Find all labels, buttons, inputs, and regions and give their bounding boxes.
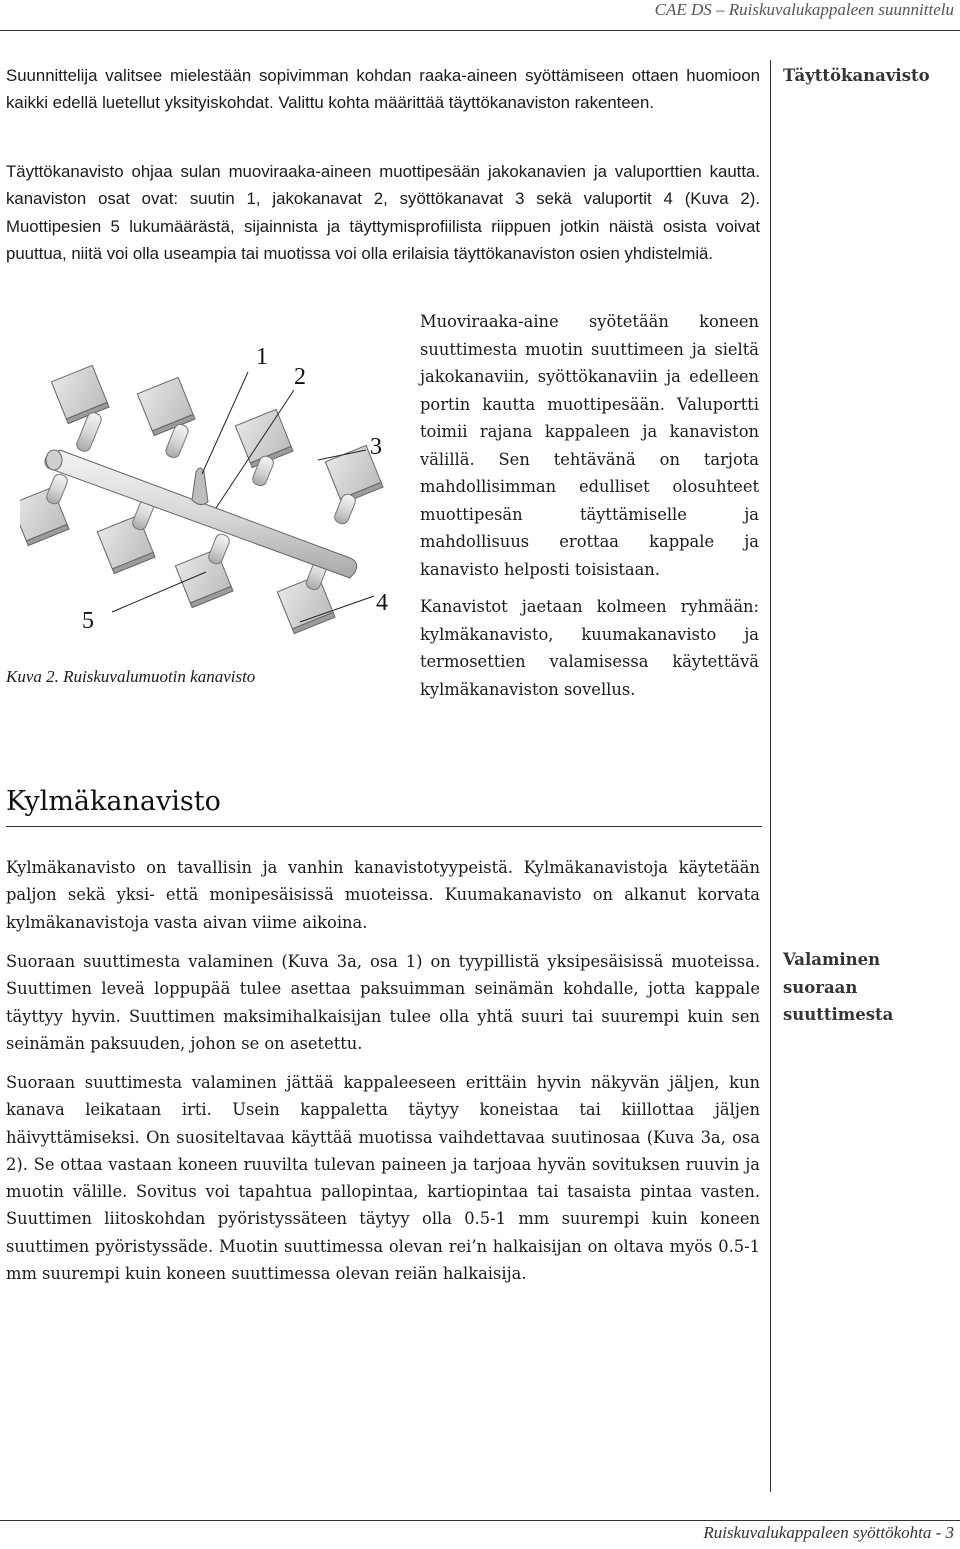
label-feed-channel: 3 xyxy=(370,434,382,460)
label-runner: 2 xyxy=(294,364,306,390)
header-divider xyxy=(0,30,960,31)
label-gate: 4 xyxy=(376,590,388,616)
footer-divider xyxy=(0,1520,960,1521)
intro-paragraph-1: Suunnittelija valitsee mielestään sopivimman kohdan raaka-aineen syöttämiseen ottaen huomioon kaikki edellä luetellut yksityiskohdat. Valittu kohta määrittää täyttökanaviston rakenteen. xyxy=(6,66,760,113)
section-paragraph-2: Suoraan suuttimesta valaminen (Kuva 3a, osa 1) on tyypillistä yksipesäisissä muoteissa. Suuttimen leveä loppupää tulee asettaa paksuimman seinämän kohdalle, jotta kappale täyttyy hyvin. Suuttimen maksimihalkaisijan tulee olla yhtä suuri tai suurempi kuin sen seinämän paksuuden, johon se on asetettu. xyxy=(6,952,760,1053)
side-label-runner-system: Täyttökanavisto xyxy=(783,66,930,85)
runner-system-diagram xyxy=(20,322,410,652)
section-paragraph-1: Kylmäkanavisto on tavallisin ja vanhin kanavistotyypeistä. Kylmäkanavistoja käytetään paljon sekä yksi- että monipesäisissä muoteissa. Kuumakanavisto on alkanut korvata kylmäkanavistoja vasta aivan viime aikoina. xyxy=(6,858,760,932)
sprue-nozzle xyxy=(192,468,208,505)
right-column-paragraph-2: Kanavistot jaetaan kolmeen ryhmään: kylmäkanavisto, kuumakanavisto ja termosettien valamisessa käytettävä kylmäkanaviston sovellus. xyxy=(420,597,759,699)
section-divider xyxy=(6,826,762,827)
right-column-paragraph-1: Muoviraaka-aine syötetään koneen suuttimesta muotin suuttimeen ja sieltä jakokanaviin, syöttökanaviin ja edelleen portin kautta muottipesään. Valuportti toimii rajana kappaleen ja kanaviston välillä. Sen tehtävänä on tarjota mahdollisimman edulliset olosuhteet muottipesän täyttämiselle ja mahdollisuus erottaa kappale ja kanavisto helposti toisistaan. xyxy=(420,312,759,579)
label-nozzle: 1 xyxy=(256,344,268,370)
label-cavity: 5 xyxy=(82,608,94,634)
header-title: CAE DS – Ruiskuvalukappaleen suunnittelu xyxy=(654,0,954,19)
margin-divider xyxy=(770,60,771,1492)
intro-paragraph-2-a: Täyttökanavisto ohjaa sulan muoviraaka-aineen muottipesään jakokanavien ja valuporttien kautta. kanaviston osat ovat: suutin 1, jakokanavat 2, syöttökanavat 3 sekä valuportit 4 (Kuva 2). xyxy=(6,162,760,209)
cavity-plate xyxy=(175,549,233,607)
figure-caption: Kuva 2. Ruiskuvalumuotin kanavisto xyxy=(6,667,256,686)
footer-page-label: Ruiskuvalukappaleen syöttökohta - 3 xyxy=(703,1523,954,1542)
intro-paragraph-2-b: Muottipesien 5 lukumäärästä, sijainnista ja täyttymisprofiilista riippuen jotkin näistä osista voivat puuttua, niitä voi olla useampia tai muotissa voi olla erilaisia täyttökanaviston osien yhdistelmiä. xyxy=(6,216,760,263)
section-paragraph-3: Suoraan suuttimesta valaminen jättää kappaleeseen erittäin hyvin näkyvän jäljen, kun kanava leikataan irti. Usein kappaletta täytyy koneistaa tai kiillottaa jäljen häivyttämiseksi. On suositeltavaa käyttää muotissa vaihdettavaa suutinosaa (Kuva 3a, osa 2). Se ottaa vastaan koneen ruuvilta tulevan paineen ja tarjoaa hyvän sovituksen ruuvin ja muotin välille. Sovitus voi tapahtua pallopintaa, kartiopintaa tai tasaista pintaa vasten. Suuttimen liitoskohdan pyöristyssäteen täytyy olla 0.5-1 mm suurempi kuin koneen suuttimen pyöristyssäde. Muotin suuttimessa olevan rei’n halkaisijan on oltava myös 0.5-1 mm suurempi kuin koneen suuttimessa olevan reiän halkaisija. xyxy=(6,1073,760,1284)
intro-paragraph-2 xyxy=(6,158,760,267)
runner-system-figure xyxy=(20,322,410,652)
cavity-plate xyxy=(51,365,109,423)
section-title: Kylmäkanavisto xyxy=(6,786,221,817)
side-label-direct-gating: Valaminen suoraan suuttimesta xyxy=(783,950,894,1024)
